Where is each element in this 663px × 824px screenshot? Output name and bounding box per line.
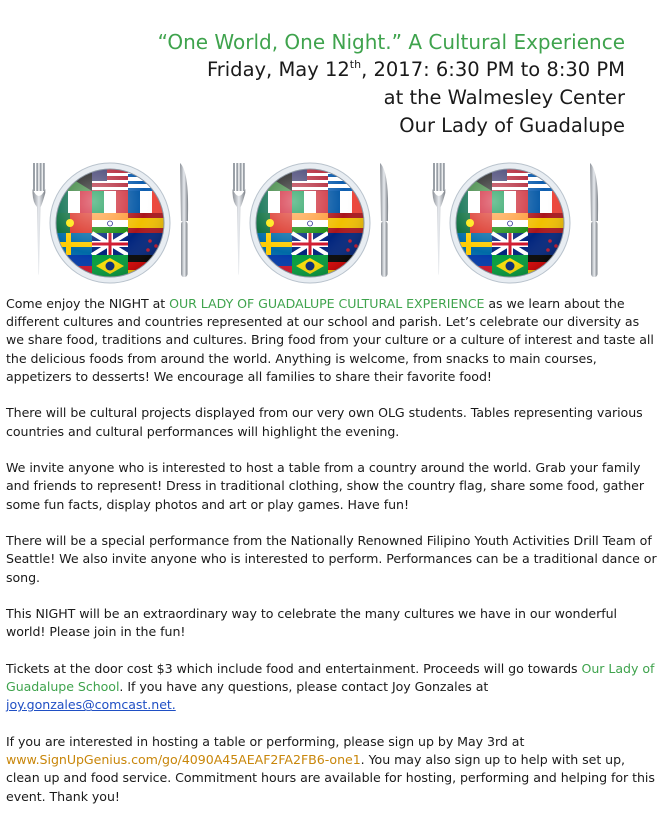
place-setting-3 — [433, 163, 599, 283]
place-setting-1 — [33, 163, 189, 283]
event-date-ordinal: th — [349, 58, 362, 71]
paragraph-celebrate: This NIGHT will be an extraordinary way to celebrate the many cultures we have in our wonderful world! Please join in the fun! — [6, 606, 617, 640]
event-parish: Our Lady of Guadalupe — [399, 114, 625, 137]
intro-text: Come enjoy the NIGHT at — [6, 296, 170, 311]
signup-text-continued: . You may also sign up to help with set up, clean up and food service. Commitment hours are available for hosting, performing and helping for this event. Thank you! — [6, 752, 655, 804]
tickets-text: Tickets at the door cost $3 which include food and entertainment. Proceeds will go towards — [6, 661, 582, 676]
signup-text: If you are interested in hosting a table or performing, please sign up by May 3rd at — [6, 734, 525, 749]
intro-text-continued: as we learn about the different cultures and countries represented at our school and parish. Let’s celebrate our diversity as we share food, traditions and cultures. Bring food from your culture or a culture of interest and taste all the delicious foods from around the world. Anything is welcome, from snacks to main courses, appetizers to desserts! We encourage all families to share their favorite food! — [6, 296, 654, 384]
event-date-suffix: , 2017: 6:30 PM to 8:30 PM — [361, 58, 625, 81]
tickets-contact-text: . If you have any questions, please contact Joy Gonzales at — [119, 679, 489, 695]
event-venue: at the Walmesley Center — [383, 86, 625, 109]
signup-url-link[interactable]: www.SignUpGenius.com/go/4090A45AEAF2FA2FB6-one1 — [6, 752, 361, 768]
paragraph-signup — [6, 733, 658, 806]
paragraph-projects: There will be cultural projects displayed from our very own OLG students. Tables representing various countries and cultural performances will highlight the evening. — [6, 405, 643, 439]
paragraph-intro — [6, 295, 658, 386]
event-date — [158, 56, 625, 84]
flyer-body — [6, 295, 658, 824]
contact-email-link[interactable]: joy.gonzales@comcast.net. — [6, 697, 176, 713]
paragraph-tickets — [6, 660, 658, 715]
event-title: “One World, One Night.” A Cultural Experience — [157, 30, 625, 54]
place-setting-2 — [233, 163, 389, 283]
event-name-highlight: OUR LADY OF GUADALUPE CULTURAL EXPERIENCE — [169, 296, 485, 311]
flag-plates-illustration — [0, 148, 663, 298]
school-name: Our Lady of Guadalupe School — [6, 661, 655, 695]
event-date-prefix: Friday, May 12 — [206, 58, 350, 81]
paragraph-host-table: We invite anyone who is interested to host a table from a country around the world. Grab your family and friends to represent! Dress in traditional clothing, show the country flag, share some food, gather some fun facts, display photos and art or play games. Have fun! — [6, 460, 644, 512]
paragraph-performance: There will be a special performance from the Nationally Renowned Filipino Youth Activities Drill Team of Seattle! We also invite anyone who is interested to perform. Performances can be a traditional dance or song. — [6, 533, 657, 585]
event-header — [158, 28, 625, 140]
